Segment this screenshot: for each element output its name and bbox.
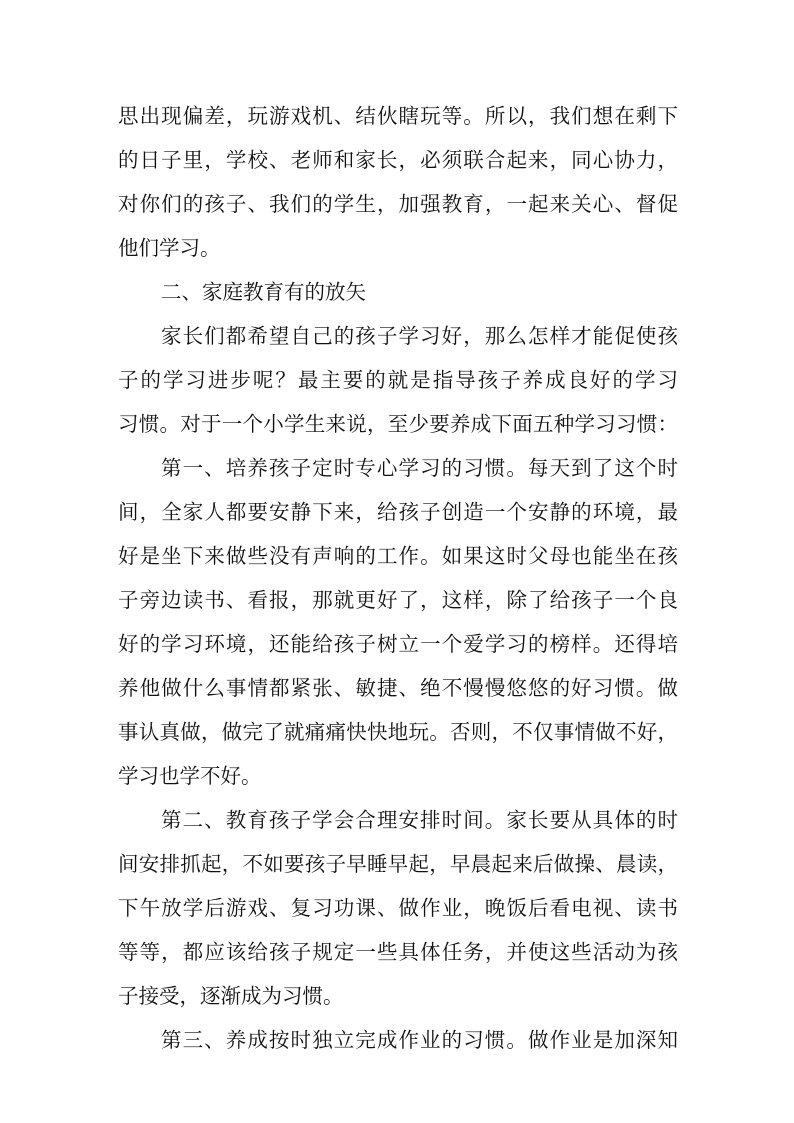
text-line: 间安排抓起，不如要孩子早睡早起，早晨起来后做操、晨读， [118,852,678,876]
text-line: 学习也学不好。 [118,764,262,788]
text-line: 子旁边读书、看报，那就更好了，这样，除了给孩子一个良 [118,588,678,612]
text-line: 间，全家人都要安静下来，给孩子创造一个安静的环境，最 [118,500,678,524]
text-line: 下午放学后游戏、复习功课、做作业，晚饭后看电视、读书 [118,896,678,920]
text-line: 对你们的孩子、我们的学生，加强教育，一起来关心、督促 [118,192,678,216]
text-line: 第三、养成按时独立完成作业的习惯。做作业是加深知 [161,1028,678,1052]
text-line: 子接受，逐渐成为习惯。 [118,984,344,1008]
text-line: 习惯。对于一个小学生来说，至少要养成下面五种学习习惯： [118,412,678,436]
text-line: 家长们都希望自己的孩子学习好，那么怎样才能促使孩 [161,324,678,348]
text-line: 的日子里，学校、老师和家长，必须联合起来，同心协力， [118,148,678,172]
text-line: 他们学习。 [118,236,221,260]
text-line: 等等，都应该给孩子规定一些具体任务，并使这些活动为孩 [118,940,678,964]
text-line: 好是坐下来做些没有声响的工作。如果这时父母也能坐在孩 [118,544,678,568]
text-line: 事认真做，做完了就痛痛快快地玩。否则，不仅事情做不好， [118,720,678,744]
text-line: 子的学习进步呢？最主要的就是指导孩子养成良好的学习 [118,368,678,392]
section-heading: 二、家庭教育有的放矢 [161,280,366,304]
text-line: 好的学习环境，还能给孩子树立一个爱学习的榜样。还得培 [118,632,678,656]
text-line: 第一、培养孩子定时专心学习的习惯。每天到了这个时 [161,456,678,480]
text-line: 第二、教育孩子学会合理安排时间。家长要从具体的时 [161,808,678,832]
text-line: 养他做什么事情都紧张、敏捷、绝不慢慢悠悠的好习惯。做 [118,676,678,700]
text-line: 思出现偏差，玩游戏机、结伙瞎玩等。所以，我们想在剩下 [118,104,678,128]
